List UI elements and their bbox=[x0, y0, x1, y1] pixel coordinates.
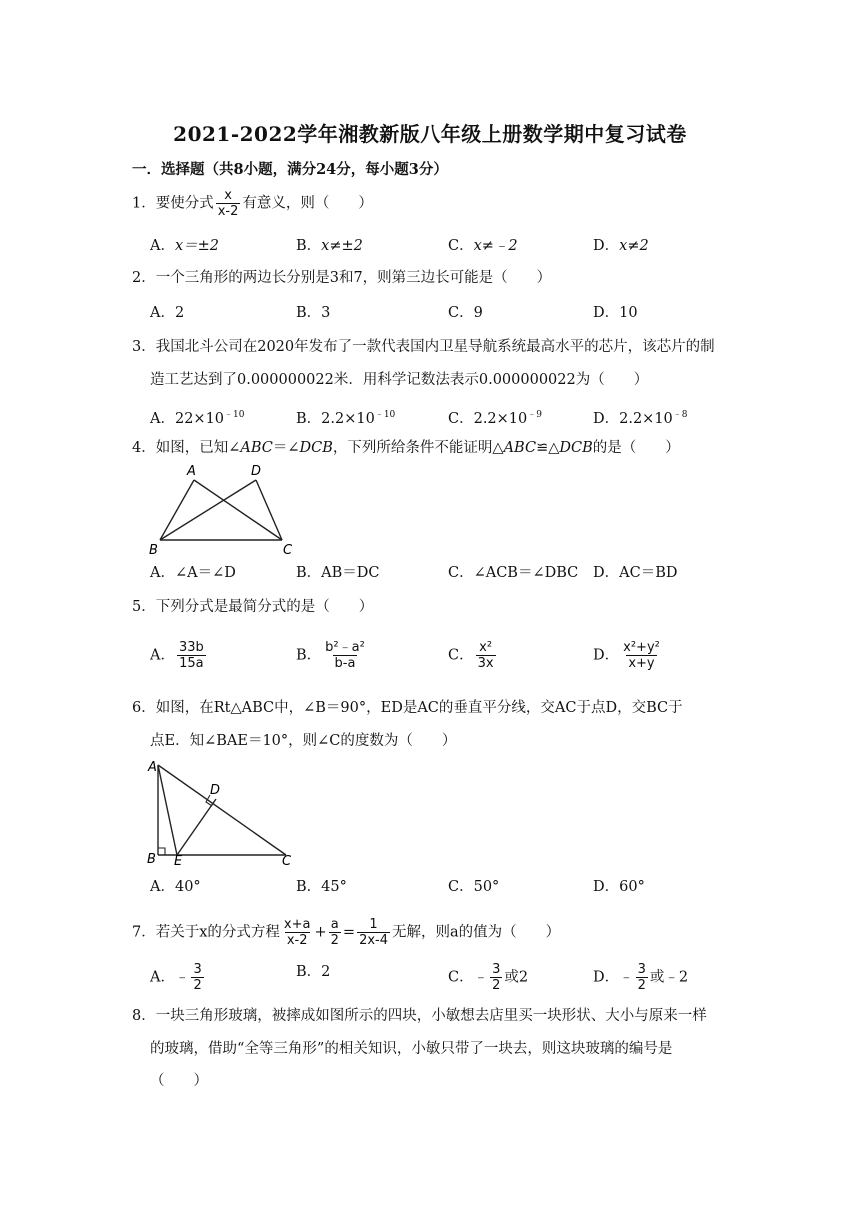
label-d: D bbox=[251, 464, 262, 479]
label-c: C bbox=[282, 854, 292, 867]
fraction: $\frac{x}{x-2}$ bbox=[217, 188, 239, 219]
question-5: 5．下列分式是最简分式的是（ ） bbox=[132, 599, 374, 615]
q5-option-b: B． $\frac{\text{b²﹣a²}}{b-a}$ bbox=[296, 640, 365, 671]
question-1: 1．要使分式 $\frac{x}{x-2}$ 有意义，则（ ） bbox=[132, 188, 373, 219]
q1-option-a: A．x＝±2 bbox=[150, 238, 220, 254]
label-b: B bbox=[149, 543, 158, 558]
section-heading: 一．选择题（共8小题，满分24分，每小题3分） bbox=[132, 161, 448, 178]
page-title: 2021-2022学年湘教新版八年级上册数学期中复习试卷 bbox=[173, 122, 687, 146]
question-3-line-1: 3．我国北斗公司在2020年发布了一款代表国内卫星导航系统最高水平的芯片，该芯片的制 bbox=[132, 339, 715, 355]
q4-option-c: C．∠ACB＝∠DBC bbox=[448, 565, 579, 581]
q2-option-a: A．2 bbox=[150, 305, 185, 321]
q7-option-a: A．﹣ $\frac{3}{2}$ bbox=[150, 962, 202, 993]
q2-option-c: C．9 bbox=[448, 305, 483, 321]
segment-ac bbox=[158, 765, 286, 855]
segment-ae bbox=[158, 765, 177, 855]
q3-option-a: A．$22\times 10^{﹣10}$ bbox=[150, 410, 245, 427]
question-8-line-3: （ ） bbox=[150, 1073, 208, 1089]
q6-option-d: D．60° bbox=[593, 879, 645, 895]
q6-option-a: A．40° bbox=[150, 879, 201, 895]
q7-option-d: D．﹣ $\frac{3}{2}$ 或﹣2 bbox=[593, 962, 689, 993]
q6-option-b: B．45° bbox=[296, 879, 347, 895]
question-8-line-2: 的玻璃，借助“全等三角形”的相关知识，小敏只带了一块去，则这块玻璃的编号是 bbox=[150, 1041, 673, 1057]
label-e: E bbox=[174, 854, 183, 867]
question-7: 7．若关于x的分式方程 $\frac{x+a}{x-2}$ + $\frac{a}{2}$ = $\frac{1}{2x-4}$ 无解，则a的值为（ ） bbox=[132, 917, 561, 948]
right-angle-b bbox=[158, 848, 165, 855]
question-6-line-2: 点E．知∠BAE＝10°，则∠C的度数为（ ） bbox=[150, 733, 457, 749]
q4-figure bbox=[146, 462, 296, 558]
label-a: A bbox=[148, 760, 157, 775]
q4-option-d: D．AC＝BD bbox=[593, 565, 678, 581]
q7-option-c: C．﹣ $\frac{3}{2}$ 或2 bbox=[448, 962, 529, 993]
q5-option-c: C． $\frac{\text{x²}}{3x}$ bbox=[448, 640, 494, 671]
q2-option-b: B．3 bbox=[296, 305, 331, 321]
q4-option-a: A．∠A＝∠D bbox=[150, 565, 236, 581]
question-2: 2．一个三角形的两边长分别是3和7，则第三边长可能是（ ） bbox=[132, 270, 552, 286]
q7-option-b: B．2 bbox=[296, 964, 331, 980]
question-3-line-2: 造工艺达到了0.000000022米．用科学记数法表示0.000000022为（ ） bbox=[150, 372, 649, 388]
segment-ed bbox=[177, 799, 216, 855]
label-a: A bbox=[187, 464, 196, 479]
q1-option-d: D．x≠2 bbox=[593, 238, 649, 254]
label-c: C bbox=[283, 543, 293, 558]
q5-option-d: D． $\frac{\text{x²+y²}}{x+y}$ bbox=[593, 640, 660, 671]
q4-option-b: B．AB＝DC bbox=[296, 565, 380, 581]
segment-ba bbox=[160, 480, 194, 540]
q3-option-b: B．$2.2\times 10^{﹣10}$ bbox=[296, 410, 396, 427]
label-d: D bbox=[210, 783, 221, 798]
q6-option-c: C．50° bbox=[448, 879, 500, 895]
q2-option-d: D．10 bbox=[593, 305, 638, 321]
q1-option-c: C．x≠﹣2 bbox=[448, 238, 518, 254]
question-8-line-1: 8．一块三角形玻璃，被摔成如图所示的四块，小敏想去店里买一块形状、大小与原来一样 bbox=[132, 1008, 707, 1024]
q1-option-b: B．x≠±2 bbox=[296, 238, 363, 254]
question-6-line-1: 6．如图，在Rt△ABC中，∠B＝90°，ED是AC的垂直平分线，交AC于点D，交BC于 bbox=[132, 700, 683, 716]
q3-option-c: C．$2.2\times 10^{﹣9}$ bbox=[448, 410, 542, 427]
q5-option-a: A． $\frac{33b}{15a}$ bbox=[150, 640, 204, 671]
q6-figure bbox=[146, 757, 296, 867]
question-4: 4．如图，已知∠ABC＝∠DCB，下列所给条件不能证明△ABC≌△DCB的是（ ） bbox=[132, 440, 680, 456]
label-b: B bbox=[147, 852, 156, 867]
q3-option-d: D．$2.2\times 10^{﹣8}$ bbox=[593, 410, 688, 427]
